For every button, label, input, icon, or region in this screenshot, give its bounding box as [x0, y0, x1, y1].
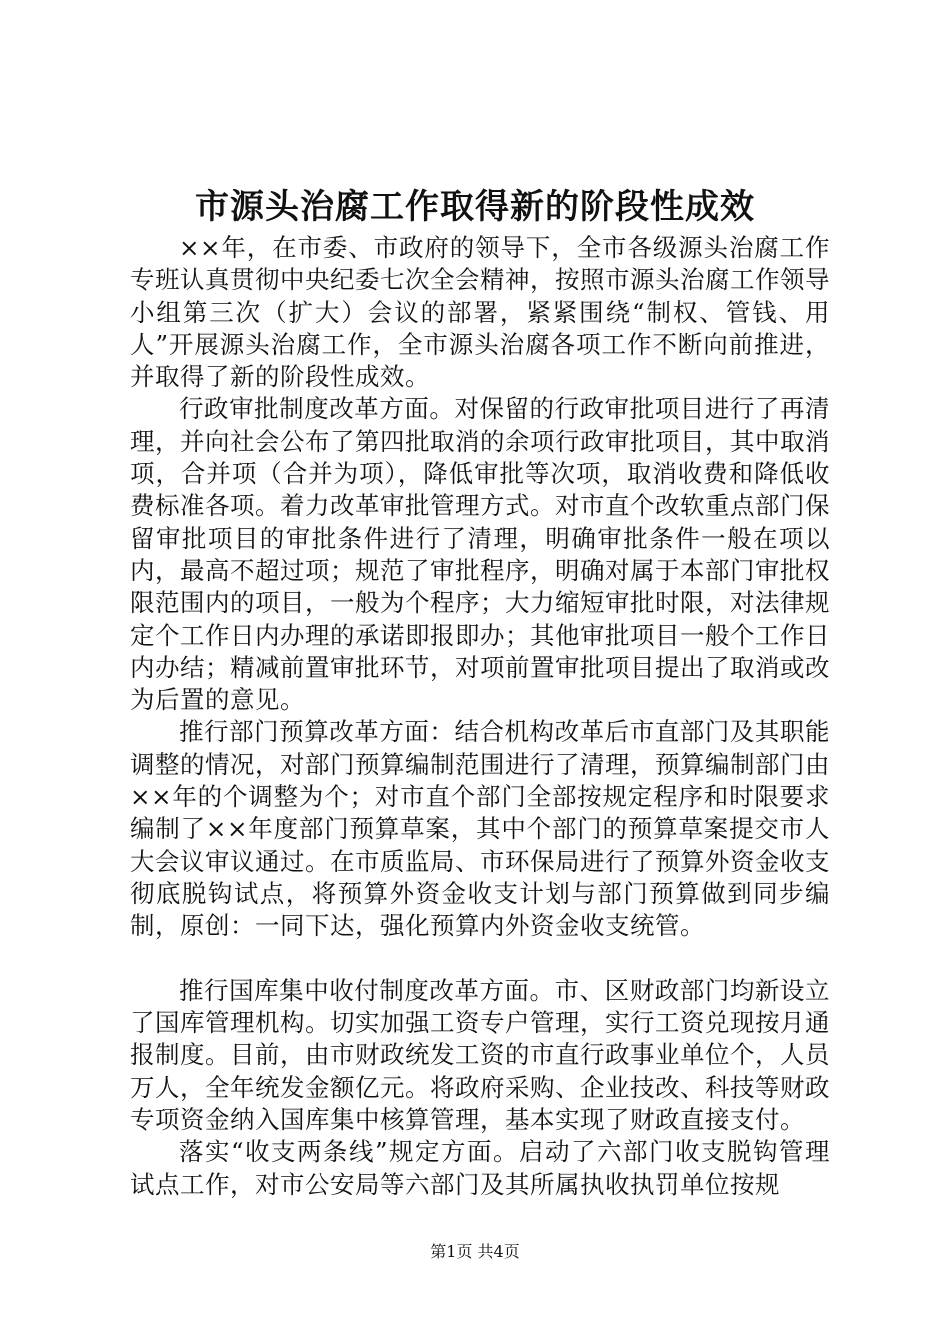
paragraph-admin-approval-reform: 行政审批制度改革方面。对保留的行政审批项目进行了再清理，并向社会公布了第四批取消的余项行政审批项目，其中取消项，合并项（合并为项），降低审批等次项，取消收费和降低收费标准各项。着力改革审批管理方式。对市直个改软重点部门保留审批项目的审批条件进行了清理，明确审批条件一般在项以内，最高不超过项；规范了审批程序，明确对属于本部门审批权限范围内的项目，一般为个程序；大力缩短审批时限，对法律规定个工作日内办理的承诺即报即办；其他审批项目一般个工作日内办结；精减前置审批环节，对项前置审批项目提出了取消或改为后置的意见。 — [130, 394, 830, 715]
document-body — [130, 232, 830, 1201]
document-title: 市源头治腐工作取得新的阶段性成效 — [195, 187, 755, 227]
paragraph-spacer — [130, 943, 830, 975]
paragraph-intro: ××年，在市委、市政府的领导下，全市各级源头治腐工作专班认真贯彻中央纪委七次全会精神，按照市源头治腐工作领导小组第三次（扩大）会议的部署，紧紧围绕“制权、管钱、用人”开展源头治腐工作，全市源头治腐各项工作不断向前推进，并取得了新的阶段性成效。 — [130, 233, 830, 392]
page-footer: 第1页 共4页 — [430, 1242, 520, 1261]
paragraph-treasury-reform: 推行国库集中收付制度改革方面。市、区财政部门均新设立了国库管理机构。切实加强工资专户管理，实行工资兑现按月通报制度。目前，由市财政统发工资的市直行政事业单位个，人员万人，全年统发金额亿元。将政府采购、企业技改、科技等财政专项资金纳入国库集中核算管理，基本实现了财政直接支付。 — [130, 975, 830, 1135]
paragraph-revenue-expenditure-separation: 落实“收支两条线”规定方面。启动了六部门收支脱钩管理试点工作，对市公安局等六部门及其所属执收执罚单位按规 — [130, 1137, 830, 1199]
paragraph-department-budget-reform: 推行部门预算改革方面：结合机构改革后市直部门及其职能调整的情况，对部门预算编制范围进行了清理，预算编制部门由××年的个调整为个；对市直个部门全部按规定程序和时限要求编制了××年度部门预算草案，其中个部门的预算草案提交市人大会议审议通过。在市质监局、市环保局进行了预算外资金收支彻底脱钩试点，将预算外资金收支计划与部门预算做到同步编制，原创：一同下达，强化预算内外资金收支统管。 — [130, 717, 830, 941]
